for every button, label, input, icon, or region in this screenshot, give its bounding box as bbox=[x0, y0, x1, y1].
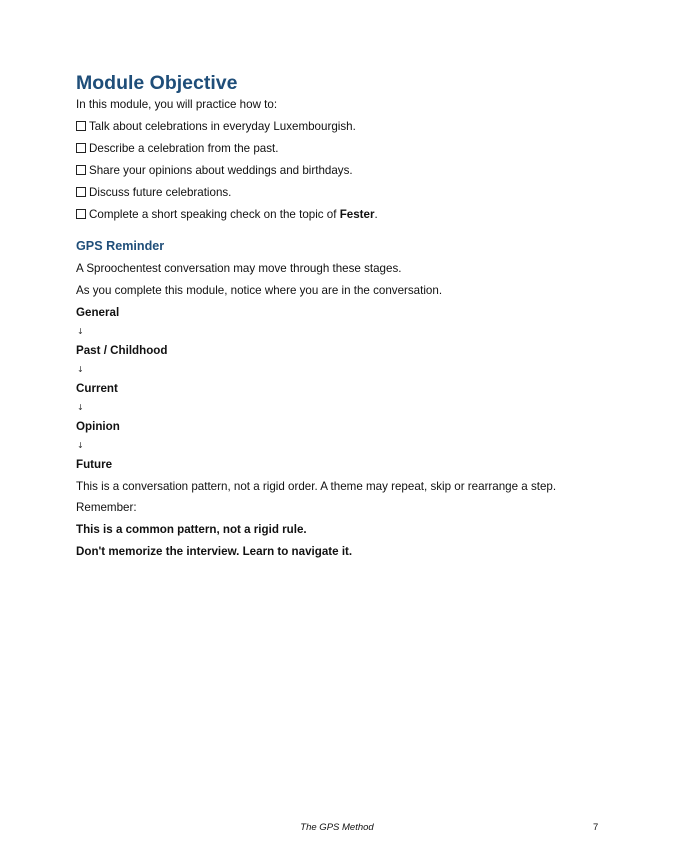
stage-opinion: Opinion bbox=[76, 420, 120, 433]
stage-flow bbox=[76, 306, 616, 472]
objective-text: Talk about celebrations in everyday Luxembourgish. bbox=[89, 120, 356, 133]
objective-bold-topic: Fester bbox=[339, 208, 375, 221]
rule-navigate: Don't memorize the interview. Learn to navigate it. bbox=[76, 545, 353, 558]
checkbox-icon bbox=[76, 209, 86, 219]
objective-item bbox=[76, 186, 616, 200]
down-arrow-icon: ↓ bbox=[77, 441, 84, 450]
page-number: 7 bbox=[593, 822, 599, 833]
objective-text: Share your opinions about weddings and birthdays. bbox=[89, 164, 353, 177]
objective-suffix: . bbox=[374, 208, 378, 221]
gps-intro-line: A Sproochentest conversation may move through these stages. bbox=[76, 262, 402, 275]
down-arrow-icon: ↓ bbox=[77, 403, 84, 412]
footer-title: The GPS Method bbox=[300, 822, 374, 833]
down-arrow-icon: ↓ bbox=[77, 327, 84, 336]
checkbox-icon bbox=[76, 187, 86, 197]
module-objective-heading: Module Objective bbox=[76, 72, 238, 94]
stage-current: Current bbox=[76, 382, 118, 395]
objective-item bbox=[76, 120, 616, 134]
objective-item bbox=[76, 142, 616, 156]
stage-general: General bbox=[76, 306, 120, 319]
checkbox-icon bbox=[76, 165, 86, 175]
checkbox-icon bbox=[76, 143, 86, 153]
objective-text: Describe a celebration from the past. bbox=[89, 142, 279, 155]
down-arrow-icon: ↓ bbox=[77, 365, 84, 374]
page-content bbox=[76, 71, 616, 559]
objective-item bbox=[76, 164, 616, 178]
pattern-note: This is a conversation pattern, not a rigid order. A theme may repeat, skip or rearrange a step. bbox=[76, 480, 557, 493]
gps-intro-line: As you complete this module, notice where you are in the conversation. bbox=[76, 284, 443, 297]
rule-common-pattern: This is a common pattern, not a rigid rule. bbox=[76, 523, 307, 536]
checkbox-icon bbox=[76, 121, 86, 131]
objective-list bbox=[76, 120, 616, 222]
objective-text: Complete a short speaking check on the topic of bbox=[89, 208, 340, 221]
gps-reminder-heading: GPS Reminder bbox=[76, 239, 165, 253]
stage-past-childhood: Past / Childhood bbox=[76, 344, 168, 357]
module-objective-intro: In this module, you will practice how to: bbox=[76, 98, 278, 111]
remember-label: Remember: bbox=[76, 501, 137, 514]
objective-item bbox=[76, 208, 616, 222]
objective-text: Discuss future celebrations. bbox=[89, 186, 232, 199]
stage-future: Future bbox=[76, 458, 113, 471]
